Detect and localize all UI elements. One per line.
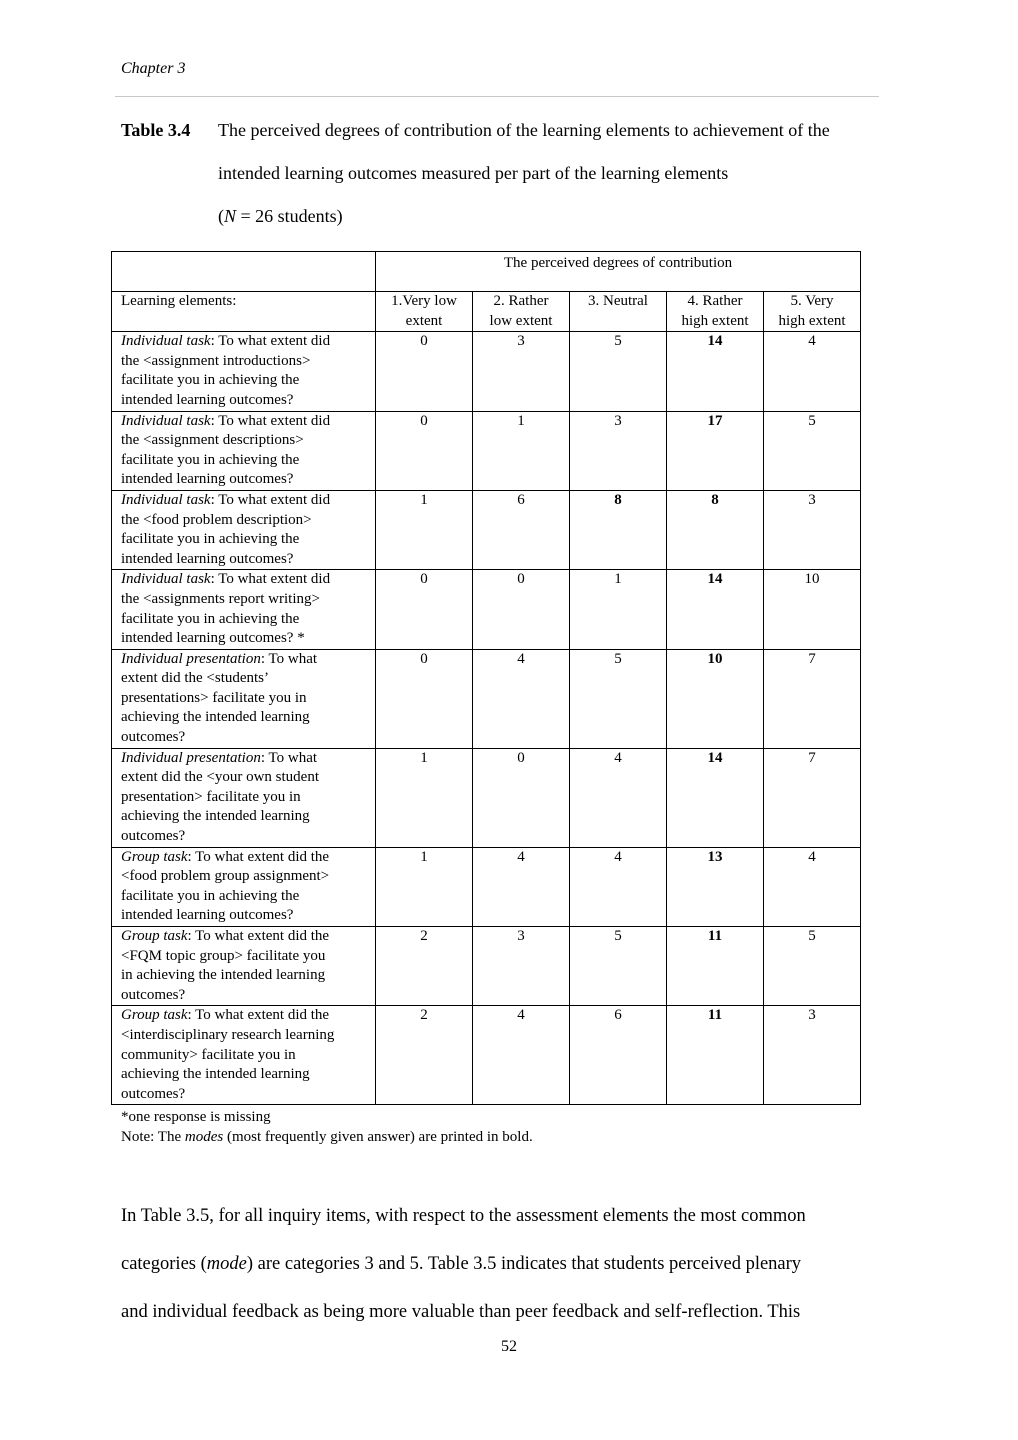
value-cell: 2	[376, 927, 473, 1006]
learning-element-type: Individual presentation	[121, 749, 261, 766]
value-cell: 0	[473, 570, 570, 649]
column-header-4	[667, 292, 764, 332]
learning-element-line: achieving the intended learning	[121, 1066, 310, 1083]
learning-element-type: Individual task	[121, 412, 211, 429]
learning-element-line: achieving the intended learning	[121, 808, 310, 825]
table-row	[112, 570, 861, 649]
value-cell: 4	[570, 847, 667, 926]
value-cell: 14	[667, 332, 764, 411]
learning-element-cell	[112, 748, 376, 847]
value-cell: 13	[667, 847, 764, 926]
learning-element-line: Group task: To what extent did the	[121, 928, 330, 944]
learning-element-line: facilitate you in achieving the	[121, 887, 300, 904]
learning-element-line: outcomes?	[121, 986, 186, 1003]
learning-element-type: Group task	[121, 1007, 188, 1024]
value-cell: 10	[667, 649, 764, 748]
value-cell: 5	[764, 927, 861, 1006]
value-cell: 1	[376, 748, 473, 847]
learning-element-type: Individual presentation	[121, 650, 261, 667]
column-header-5	[764, 292, 861, 332]
column-header-line: 2. Rather	[493, 293, 549, 309]
learning-element-line: intended learning outcomes?	[121, 907, 294, 924]
column-header-line: low extent	[489, 312, 553, 329]
learning-element-cell	[112, 411, 376, 490]
learning-element-cell	[112, 927, 376, 1006]
table-row	[112, 490, 861, 569]
body-line-2: categories (mode) are categories 3 and 5. Table 3.5 indicates that students perceived plenary	[121, 1254, 802, 1274]
group-header: The perceived degrees of contribution	[376, 252, 861, 292]
value-cell: 7	[764, 748, 861, 847]
table-notes	[121, 1108, 533, 1147]
value-cell: 4	[473, 649, 570, 748]
learning-element-line: Individual presentation: To what	[121, 749, 318, 766]
column-header-line: 5. Very	[790, 293, 834, 309]
learning-element-type: Individual task	[121, 571, 211, 588]
group-header-row	[112, 252, 861, 292]
learning-element-line: the <assignments report writing>	[121, 590, 320, 607]
value-cell: 8	[667, 490, 764, 569]
body-paragraph	[121, 1192, 891, 1336]
value-cell: 6	[570, 1006, 667, 1105]
learning-element-line: in achieving the intended learning	[121, 967, 326, 984]
learning-element-line: achieving the intended learning	[121, 709, 310, 726]
learning-element-line: Individual task: To what extent did	[121, 571, 331, 588]
value-cell: 4	[473, 1006, 570, 1105]
value-cell: 5	[570, 649, 667, 748]
learning-element-line: extent did the <students’	[121, 670, 270, 687]
learning-element-line: intended learning outcomes?	[121, 391, 294, 408]
column-header-1	[376, 292, 473, 332]
learning-element-line: <interdisciplinary research learning	[121, 1026, 335, 1043]
value-cell: 1	[473, 411, 570, 490]
learning-element-line: the <food problem description>	[121, 511, 312, 528]
mode-note: Note: The modes (most frequently given answer) are printed in bold.	[121, 1128, 533, 1145]
value-cell: 0	[376, 411, 473, 490]
value-cell: 0	[376, 332, 473, 411]
value-cell: 1	[376, 847, 473, 926]
learning-element-line: the <assignment descriptions>	[121, 432, 304, 449]
column-header-row	[112, 292, 861, 332]
value-cell: 17	[667, 411, 764, 490]
value-cell: 0	[376, 570, 473, 649]
value-cell: 3	[473, 332, 570, 411]
page-number: 52	[501, 1338, 517, 1355]
column-header-line: extent	[405, 312, 443, 329]
column-header-3	[570, 292, 667, 332]
learning-element-line: presentations> facilitate you in	[121, 689, 307, 706]
learning-element-cell	[112, 1006, 376, 1105]
value-cell: 11	[667, 1006, 764, 1105]
table-row	[112, 649, 861, 748]
learning-element-line: Individual presentation: To what	[121, 650, 318, 667]
learning-element-type: Individual task	[121, 333, 211, 350]
table-row	[112, 748, 861, 847]
value-cell: 14	[667, 748, 764, 847]
column-header-line: high extent	[778, 312, 846, 329]
value-cell: 14	[667, 570, 764, 649]
empty-corner-cell	[112, 252, 376, 292]
learning-element-line: Individual task: To what extent did	[121, 333, 331, 350]
column-header-2	[473, 292, 570, 332]
running-head: Chapter 3	[121, 60, 186, 77]
learning-element-type: Group task	[121, 928, 188, 944]
learning-element-line: Group task: To what extent did the	[121, 1007, 330, 1024]
learning-element-line: facilitate you in achieving the	[121, 372, 300, 389]
table-number: Table 3.4	[121, 120, 191, 140]
learning-element-line: <FQM topic group> facilitate you	[121, 947, 326, 964]
value-cell: 6	[473, 490, 570, 569]
column-header-line: 4. Rather	[687, 293, 743, 309]
table-row	[112, 332, 861, 411]
value-cell: 2	[376, 1006, 473, 1105]
learning-element-line: outcomes?	[121, 1085, 186, 1102]
value-cell: 1	[376, 490, 473, 569]
caption-sample-size: (N = 26 students)	[218, 206, 343, 226]
learning-element-cell	[112, 847, 376, 926]
learning-element-line: Individual task: To what extent did	[121, 491, 331, 508]
learning-element-line: intended learning outcomes?	[121, 550, 294, 567]
learning-element-type: Individual task	[121, 491, 211, 508]
table-row	[112, 411, 861, 490]
learning-element-line: outcomes?	[121, 828, 186, 845]
value-cell: 4	[764, 332, 861, 411]
value-cell: 11	[667, 927, 764, 1006]
learning-element-line: intended learning outcomes?	[121, 471, 294, 488]
caption-line-1: The perceived degrees of contribution of the learning elements to achievement of the	[218, 120, 830, 140]
table-row	[112, 847, 861, 926]
value-cell: 10	[764, 570, 861, 649]
value-cell: 5	[570, 332, 667, 411]
value-cell: 5	[764, 411, 861, 490]
learning-element-cell	[112, 332, 376, 411]
missing-note: *one response is missing	[121, 1109, 271, 1125]
column-header-line: 3. Neutral	[588, 293, 648, 309]
value-cell: 1	[570, 570, 667, 649]
learning-element-type: Group task	[121, 848, 188, 865]
learning-element-line: the <assignment introductions>	[121, 352, 311, 369]
learning-element-line: community> facilitate you in	[121, 1046, 296, 1063]
value-cell: 3	[764, 1006, 861, 1105]
header-rule	[115, 96, 879, 97]
value-cell: 0	[473, 748, 570, 847]
value-cell: 4	[570, 748, 667, 847]
learning-element-line: facilitate you in achieving the	[121, 610, 300, 627]
value-cell: 3	[473, 927, 570, 1006]
learning-element-line: Individual task: To what extent did	[121, 412, 331, 429]
learning-element-cell	[112, 570, 376, 649]
column-header-line: 1.Very low	[391, 293, 457, 309]
learning-element-line: <food problem group assignment>	[121, 868, 330, 885]
learning-element-line: Group task: To what extent did the	[121, 848, 330, 865]
table-row	[112, 927, 861, 1006]
column-header-line: high extent	[681, 312, 749, 329]
learning-element-line: facilitate you in achieving the	[121, 531, 300, 548]
body-line-1: In Table 3.5, for all inquiry items, with respect to the assessment elements the most common	[121, 1206, 806, 1226]
caption-line-2: intended learning outcomes measured per part of the learning elements	[218, 163, 729, 183]
learning-element-line: extent did the <your own student	[121, 769, 320, 786]
row-header: Learning elements:	[112, 292, 376, 332]
table-row	[112, 1006, 861, 1105]
learning-element-line: intended learning outcomes? *	[121, 630, 305, 647]
learning-element-line: outcomes?	[121, 729, 186, 746]
value-cell: 4	[473, 847, 570, 926]
learning-element-line: presentation> facilitate you in	[121, 788, 301, 805]
value-cell: 3	[764, 490, 861, 569]
value-cell: 8	[570, 490, 667, 569]
value-cell: 5	[570, 927, 667, 1006]
learning-element-cell	[112, 490, 376, 569]
value-cell: 4	[764, 847, 861, 926]
value-cell: 3	[570, 411, 667, 490]
value-cell: 7	[764, 649, 861, 748]
contribution-table	[111, 251, 861, 1105]
learning-element-line: facilitate you in achieving the	[121, 451, 300, 468]
learning-element-cell	[112, 649, 376, 748]
body-line-3: and individual feedback as being more valuable than peer feedback and self-reflection. This	[121, 1302, 801, 1322]
value-cell: 0	[376, 649, 473, 748]
